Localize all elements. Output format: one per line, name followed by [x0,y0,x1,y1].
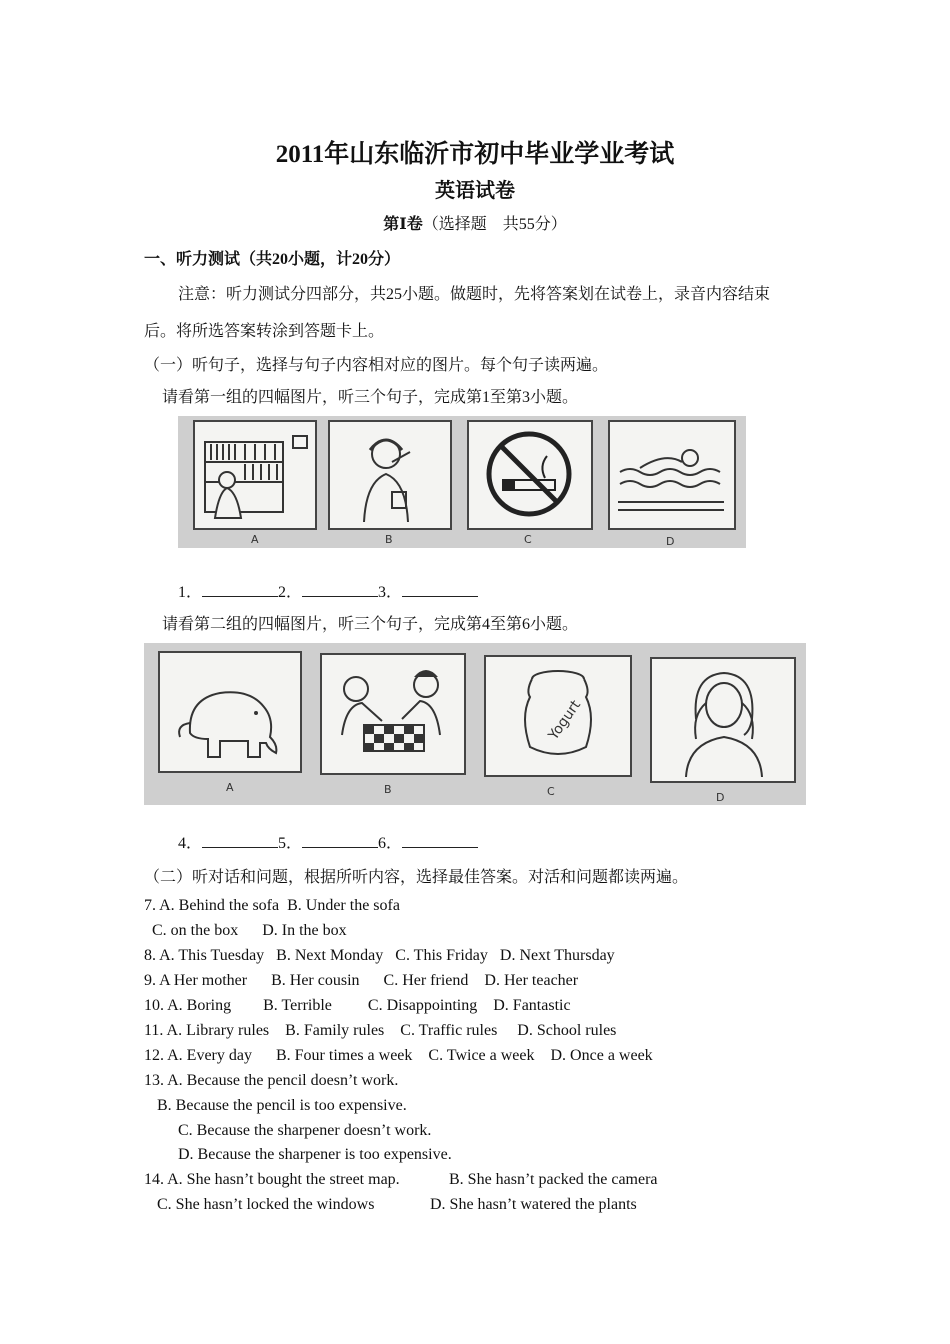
question-14-option-c: C. She hasn’t locked the windows [157,1196,375,1213]
group2-instruction: 请看第二组的四幅图片，听三个句子，完成第4至第6小题。 [162,616,579,633]
section-heading: 一、听力测试（共20小题，计20分） [144,251,401,268]
exam-title: 2011年山东临沂市初中毕业学业考试 [275,141,675,168]
question-13-option-c: C. Because the sharpener doesn’t work. [178,1122,432,1139]
picture-strip-group2 [144,643,806,805]
picture-panel-a [193,420,317,530]
picture-strip-group1 [178,416,746,548]
blank-label-4: 4． [178,835,203,852]
question-13-option-a: 13. A. Because the pencil doesn’t work. [144,1072,399,1089]
answer-blank-2[interactable] [302,582,378,597]
question-11: 11. A. Library rules B. Family rules C. Traffic rules D. School rules [144,1022,617,1039]
headache-girl-icon [652,659,794,781]
answer-blanks-group2 [178,830,478,853]
panel-label-d: D [666,535,675,548]
girl-brushing-teeth-icon [330,422,450,528]
library-icon [195,422,315,528]
picture-panel-c [484,655,632,777]
question-14-option-d: D. She hasn’t watered the plants [430,1196,637,1213]
group1-instruction: 请看第一组的四幅图片，听三个句子，完成第1至第3小题。 [162,389,579,406]
question-9: 9. A Her mother B. Her cousin C. Her friend D. Her teacher [144,972,579,989]
panel-label-a: A [226,781,234,794]
yogurt-label: Yogurt [545,697,585,743]
part-heading-bold: 第Ⅰ卷 [383,216,423,233]
panel-label-a: A [251,533,259,546]
blank-label-6: 6． [378,835,403,852]
picture-panel-d [650,657,796,783]
elephant-icon [160,653,300,771]
question-13-option-b: B. Because the pencil is too expensive. [157,1097,407,1114]
blank-label-1: 1． [178,584,203,601]
answer-blank-6[interactable] [402,833,478,848]
question-10: 10. A. Boring B. Terrible C. Disappointing D. Fantastic [144,997,571,1014]
answer-blank-5[interactable] [302,833,378,848]
question-8: 8. A. This Tuesday B. Next Monday C. This Friday D. Next Thursday [144,947,615,964]
panel-label-d: D [716,791,725,804]
note-line-1: 注意：听力测试分四部分，共25小题。做题时，先将答案划在试卷上，录音内容结束 [178,286,771,303]
answer-blanks-group1 [178,579,478,602]
question-13-option-d: D. Because the sharpener is too expensive. [178,1146,452,1163]
panel-label-b: B [385,533,393,546]
blank-label-2: 2． [278,584,303,601]
panel-label-b: B [384,783,392,796]
swimming-icon [610,422,734,528]
blank-label-3: 3． [378,584,403,601]
note-line-2: 后。将所选答案转涂到答题卡上。 [144,323,385,340]
picture-panel-b [320,653,466,775]
answer-blank-3[interactable] [402,582,478,597]
part2-instruction: （二）听对话和问题，根据所听内容，选择最佳答案。对活和问题都读两遍。 [144,869,689,886]
no-smoking-icon [469,422,591,528]
picture-panel-d [608,420,736,530]
answer-blank-1[interactable] [202,582,278,597]
question-14-option-b: B. She hasn’t packed the camera [449,1171,658,1188]
picture-panel-c [467,420,593,530]
question-7-line-2: C. on the box D. In the box [152,922,347,939]
part-heading-rest: （选择题 共55分） [422,216,567,233]
question-7-line-1: 7. A. Behind the sofa B. Under the sofa [144,897,400,914]
exam-subtitle: 英语试卷 [435,180,515,202]
question-12: 12. A. Every day B. Four times a week C. Twice a week D. Once a week [144,1047,653,1064]
picture-panel-a [158,651,302,773]
blank-label-5: 5． [278,835,303,852]
panel-label-c: C [547,785,555,798]
part-heading [0,211,950,234]
picture-panel-b [328,420,452,530]
question-14-option-a: 14. A. She hasn’t bought the street map. [144,1171,400,1188]
playing-chess-icon [322,655,464,773]
panel-label-c: C [524,533,532,546]
answer-blank-4[interactable] [202,833,278,848]
part1-instruction: （一）听句子，选择与句子内容相对应的图片。每个句子读两遍。 [144,357,609,374]
yogurt-icon [486,657,630,775]
